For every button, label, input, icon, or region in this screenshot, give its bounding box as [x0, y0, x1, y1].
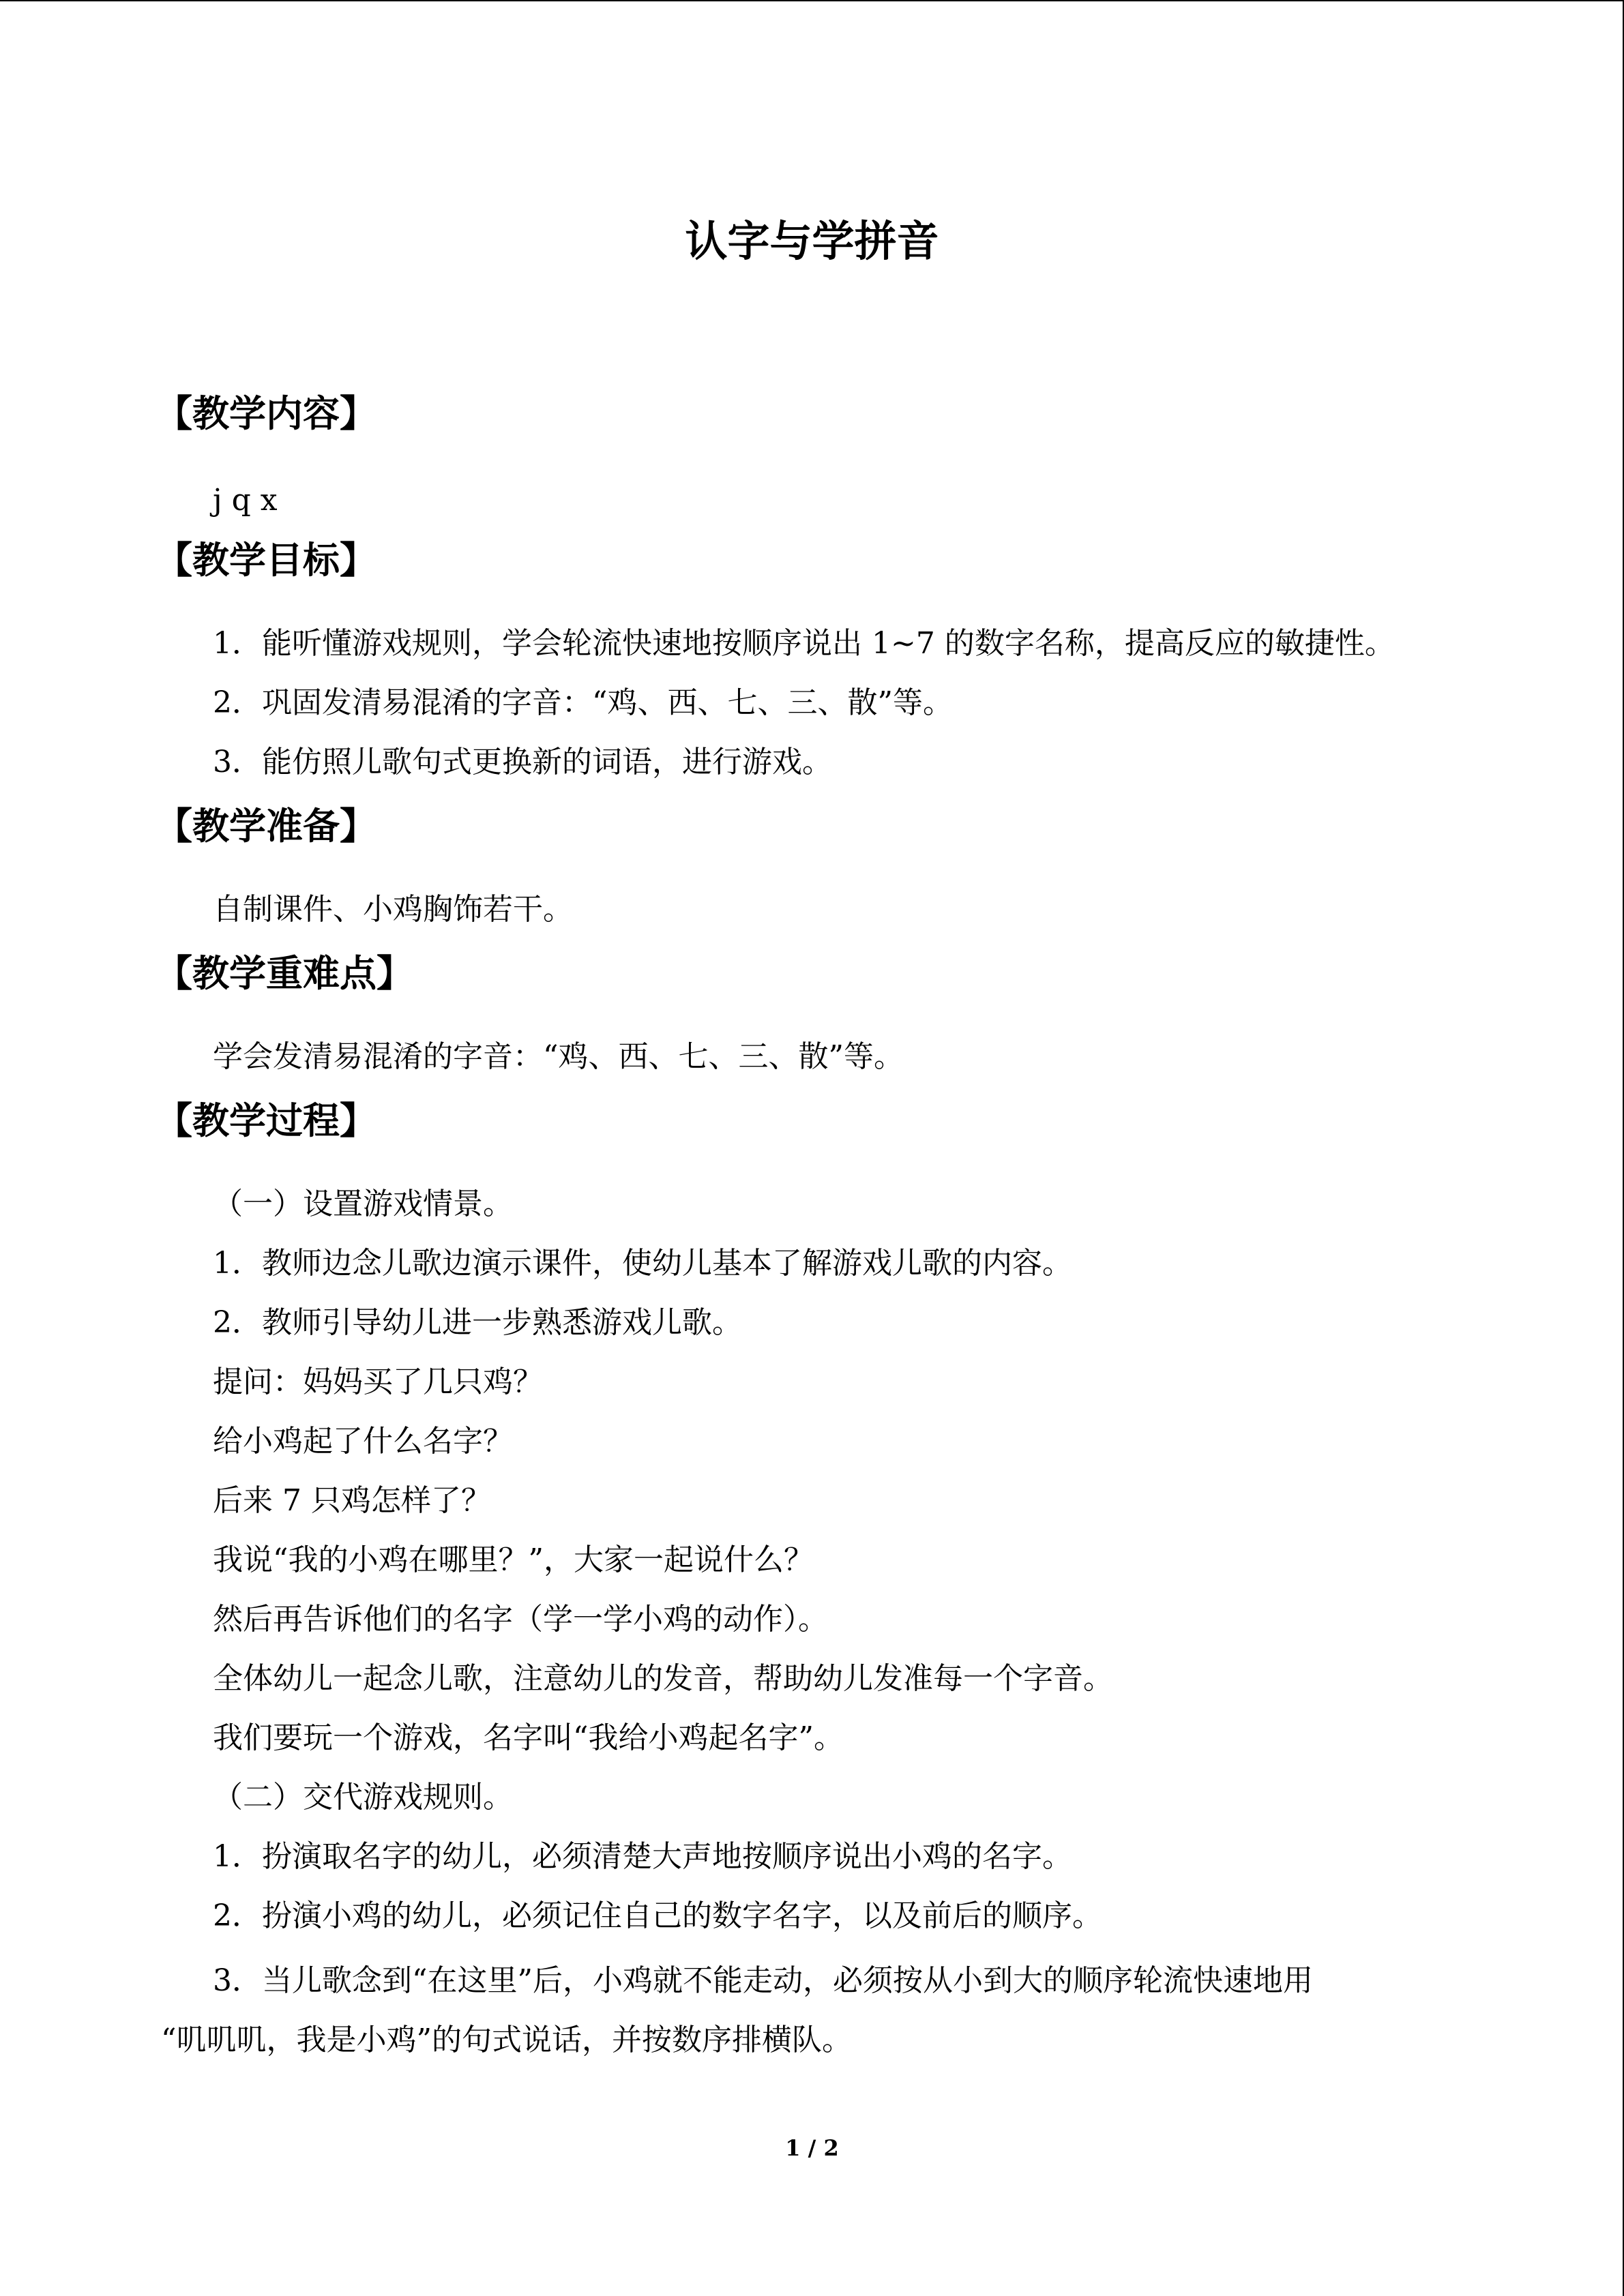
process-line-10: 我们要玩一个游戏，名字叫“我给小鸡起名字”。	[213, 1720, 844, 1755]
section-heading-goals: 【教学目标】	[156, 539, 377, 582]
content-line: j q x	[213, 483, 278, 518]
section-heading-content: 【教学内容】	[156, 392, 377, 435]
process-line-6: 后来 7 只鸡怎样了？	[213, 1483, 491, 1518]
process-line-14: 3．当儿歌念到“在这里”后，小鸡就不能走动，必须按从小到大的顺序轮流快速地用	[213, 1963, 1313, 1998]
process-line-4: 提问：妈妈买了几只鸡？	[213, 1365, 543, 1399]
section-heading-preparation: 【教学准备】	[156, 805, 377, 848]
process-line-1: （一）设置游戏情景。	[213, 1187, 513, 1221]
goal-line-1: 1．能听懂游戏规则，学会轮流快速地按顺序说出 1~7 的数字名称，提高反应的敏捷性。	[213, 626, 1395, 661]
page-indicator: 1 / 2	[785, 2135, 839, 2161]
process-line-12: 1．扮演取名字的幼儿，必须清楚大声地按顺序说出小鸡的名字。	[213, 1839, 1072, 1874]
process-line-15: “叽叽叽，我是小鸡”的句式说话，并按数序排横队。	[161, 2023, 852, 2057]
section-heading-key-points: 【教学重难点】	[156, 952, 413, 995]
preparation-line: 自制课件、小鸡胸饰若干。	[213, 892, 573, 927]
process-line-3: 2．教师引导幼儿进一步熟悉游戏儿歌。	[213, 1305, 742, 1340]
process-line-13: 2．扮演小鸡的幼儿，必须记住自己的数字名字，以及前后的顺序。	[213, 1898, 1102, 1933]
process-line-7: 我说“我的小鸡在哪里？”，大家一起说什么？	[213, 1542, 814, 1577]
key-point-line: 学会发清易混淆的字音：“鸡、西、七、三、散”等。	[213, 1039, 904, 1074]
process-line-8: 然后再告诉他们的名字（学一学小鸡的动作）。	[213, 1602, 828, 1637]
process-line-2: 1．教师边念儿歌边演示课件，使幼儿基本了解游戏儿歌的内容。	[213, 1246, 1072, 1281]
document-title: 认字与学拼音	[685, 216, 939, 266]
process-line-11: （二）交代游戏规则。	[213, 1780, 513, 1815]
process-line-9: 全体幼儿一起念儿歌，注意幼儿的发音，帮助幼儿发准每一个字音。	[213, 1661, 1113, 1696]
section-heading-process: 【教学过程】	[156, 1099, 377, 1142]
goal-line-2: 2．巩固发清易混淆的字音：“鸡、西、七、三、散”等。	[213, 685, 953, 720]
process-line-5: 给小鸡起了什么名字？	[213, 1424, 513, 1459]
goal-line-3: 3．能仿照儿歌句式更换新的词语，进行游戏。	[213, 745, 832, 779]
